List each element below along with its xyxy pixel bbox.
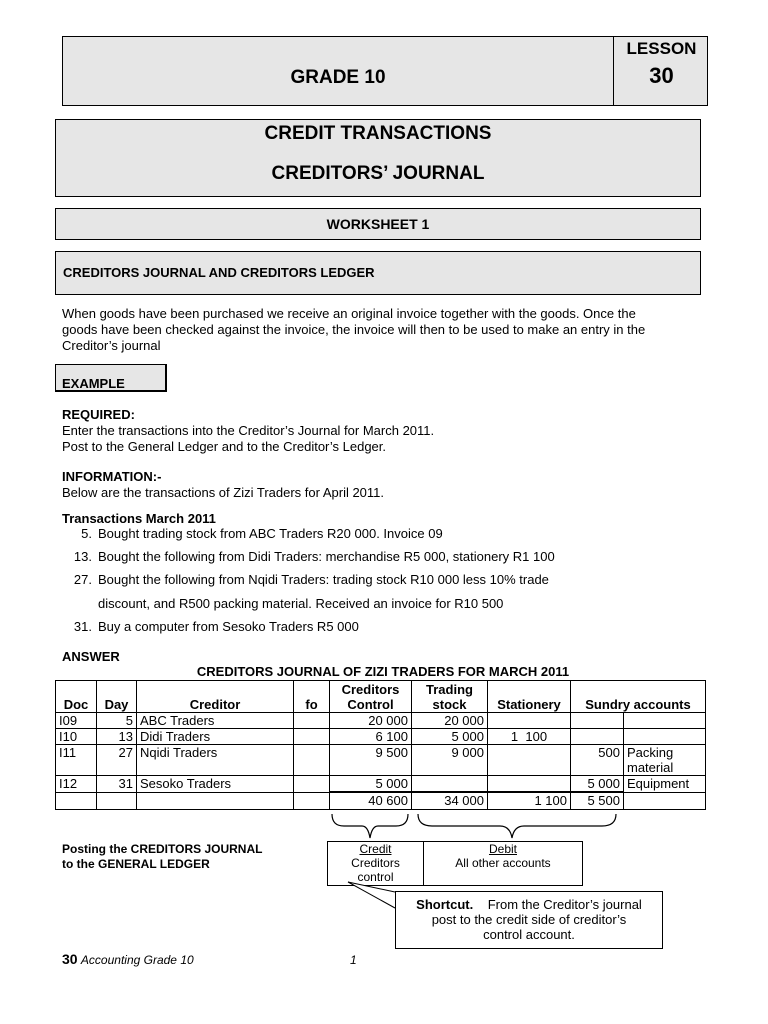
header-fo: fo [294,681,330,713]
debit-cell: Debit All other accounts [424,842,582,870]
section-heading-box [55,251,701,295]
required-heading: REQUIRED: [62,407,135,422]
information-section [62,469,384,501]
example-box [55,364,167,392]
header-box [62,36,708,106]
creditors-journal-table [55,680,706,810]
transactions-heading: Transactions March 2011 [62,511,216,526]
header-sundry: Sundry accounts [571,681,706,713]
journal-title: CREDITORS JOURNAL OF ZIZI TRADERS FOR MARCH 2011 [196,664,570,679]
lesson-label: LESSON [626,39,697,58]
section-heading: CREDITORS JOURNAL AND CREDITORS LEDGER [63,265,375,280]
footer-title: Accounting Grade 10 [80,953,194,967]
lesson-box [613,36,709,106]
total-creditors-control: 40 600 [330,792,412,809]
footer [62,951,194,967]
credit-title: Credit [359,842,392,856]
posting-label: Posting the CREDITORS JOURNAL to the GENERAL LEDGER [62,842,263,871]
intro-line: goods have been checked against the invoice, the invoice will then to be used to make an entry in the [62,322,646,337]
transaction-item: 5. Bought trading stock from ABC Traders R20 000. Invoice 09 [81,526,443,541]
transaction-item: discount, and R500 packing material. Received an invoice for R10 500 [98,596,504,611]
worksheet-label: WORKSHEET 1 [326,216,430,232]
title-box [55,119,701,197]
required-line: Post to the General Ledger and to the Creditor’s Ledger. [62,439,387,454]
transaction-item: 31. Buy a computer from Sesoko Traders R5 000 [73,619,359,634]
table-row: I10 13 Didi Traders 6 100 5 000 1 100 [56,729,706,745]
debit-brace [418,814,616,838]
header-trading-stock: Trading stock [412,681,488,713]
header-stationery: Stationery [488,681,571,713]
transaction-item: 13. Bought the following from Didi Traders: merchandise R5 000, stationery R1 100 [73,549,555,564]
table-header-row [56,681,706,713]
shortcut-callout: Shortcut. From the Creditor’s journal post to the credit side of creditor’s control account. [395,891,663,949]
footer-number: 30 [62,951,78,967]
total-stationery: 1 100 [488,792,571,809]
total-trading-stock: 34 000 [412,792,488,809]
required-line: Enter the transactions into the Creditor’s Journal for March 2011. [62,423,435,438]
title-line-1: CREDIT TRANSACTIONS [264,123,492,144]
intro-line: Creditor’s journal [62,338,161,353]
intro-paragraph [62,306,712,354]
lesson-number: 30 [649,63,674,88]
debit-title: Debit [488,842,517,856]
table-row: I11 27 Nqidi Traders 9 500 9 000 500 Packing material [56,745,706,776]
intro-line: When goods have been purchased we receive an original invoice together with the goods. Once the [62,306,636,321]
worksheet-box [55,208,701,240]
total-sundry: 5 500 [571,792,624,809]
header-doc: Doc [56,681,97,713]
required-section [62,407,434,455]
totals-row [56,792,706,809]
grade-label: GRADE 10 [290,67,386,88]
page-number: 1 [350,953,357,967]
title-line-2: CREDITORS’ JOURNAL [271,163,485,184]
answer-label: ANSWER [62,649,120,664]
transaction-item: 27. Bought the following from Nqidi Traders: trading stock R10 000 less 10% trade [73,572,549,587]
information-heading: INFORMATION:- [62,469,162,484]
example-label: EXAMPLE [62,376,125,391]
credit-brace [332,814,408,838]
credit-cell: Credit Creditors control [328,842,424,885]
header-creditors-control: Creditors Control [330,681,412,713]
information-line: Below are the transactions of Zizi Traders for April 2011. [62,485,385,500]
table-row: I09 5 ABC Traders 20 000 20 000 [56,713,706,729]
table-row: I12 31 Sesoko Traders 5 000 5 000 Equipment [56,776,706,793]
header-day: Day [97,681,137,713]
header-creditor: Creditor [137,681,294,713]
